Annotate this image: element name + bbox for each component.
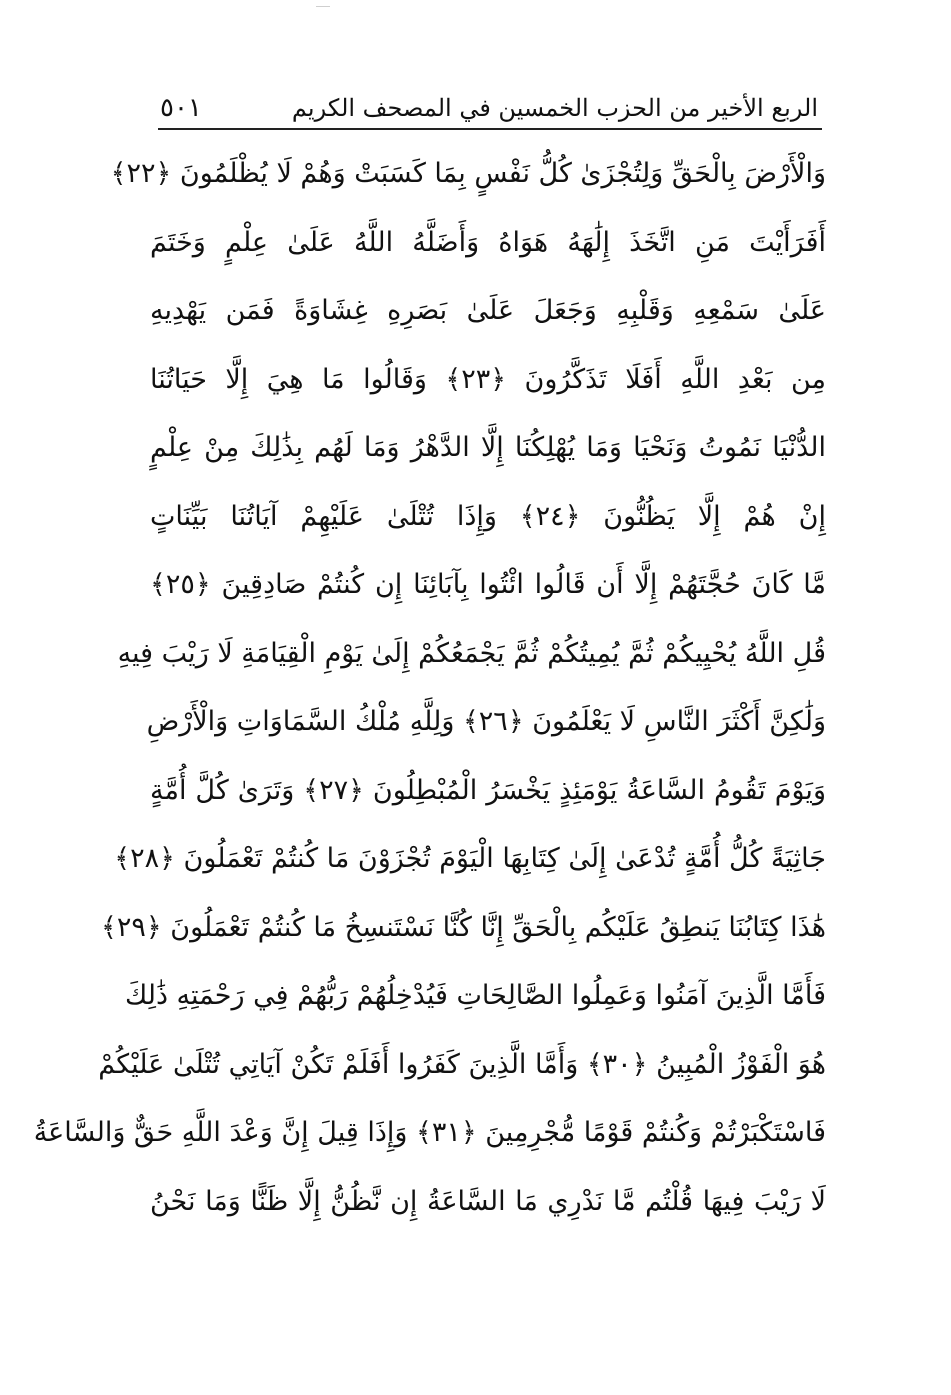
text-line [110, 140, 826, 209]
text-line [150, 346, 826, 415]
scan-mark [316, 6, 330, 7]
text-line [101, 894, 826, 963]
text-line [117, 620, 826, 689]
text-line [114, 825, 826, 894]
text-line [150, 483, 826, 552]
text-line [150, 551, 826, 620]
line-6: إِنْ هُمْ إِلَّا يَظُنُّونَ ﴿٢٤﴾ وَإِذَا تُتْلَىٰ عَلَيْهِمْ آيَاتُنَا بَيِّنَاتٍ [150, 500, 826, 532]
quran-text-block [33, 140, 826, 1236]
line-4: مِن بَعْدِ اللَّهِ أَفَلَا تَذَكَّرُونَ ﴿٢٣﴾ وَقَالُوا مَا هِيَ إِلَّا حَيَاتُنَا [150, 363, 826, 395]
line-13: فَأَمَّا الَّذِينَ آمَنُوا وَعَمِلُوا الصَّالِحَاتِ فَيُدْخِلُهُمْ رَبُّهُمْ فِي رَحْمَتِهِ ذَٰلِكَ [124, 980, 826, 1012]
text-line [150, 209, 826, 278]
line-11: جَاثِيَةً كُلُّ أُمَّةٍ تُدْعَىٰ إِلَىٰ كِتَابِهَا الْيَوْمَ تُجْزَوْنَ مَا كُنتُمْ تَعْمَلُونَ ﴿٢٨﴾ [114, 843, 826, 875]
page-number: ٥٠١ [160, 93, 202, 123]
text-line [150, 757, 826, 826]
line-10: وَيَوْمَ تَقُومُ السَّاعَةُ يَوْمَئِذٍ يَخْسَرُ الْمُبْطِلُونَ ﴿٢٧﴾ وَتَرَىٰ كُلَّ أُمَّةٍ [150, 774, 826, 806]
line-7: مَّا كَانَ حُجَّتَهُمْ إِلَّا أَن قَالُوا ائْتُوا بِآبَائِنَا إِن كُنتُمْ صَادِقِينَ ﴿٢٥﴾ [150, 569, 826, 601]
page-header [158, 92, 818, 130]
line-5: الدُّنْيَا نَمُوتُ وَنَحْيَا وَمَا يُهْلِكُنَا إِلَّا الدَّهْرُ وَمَا لَهُم بِذَٰلِكَ مِنْ عِلْمٍ [150, 432, 826, 464]
text-line [33, 1099, 826, 1168]
line-2: أَفَرَأَيْتَ مَنِ اتَّخَذَ إِلَٰهَهُ هَوَاهُ وَأَضَلَّهُ اللَّهُ عَلَىٰ عِلْمٍ وَخَتَمَ [150, 226, 826, 258]
text-line [98, 1031, 826, 1100]
text-line [124, 962, 826, 1031]
line-15: فَاسْتَكْبَرْتُمْ وَكُنتُمْ قَوْمًا مُّجْرِمِينَ ﴿٣١﴾ وَإِذَا قِيلَ إِنَّ وَعْدَ اللَّهِ حَقٌّ وَالسَّاعَةُ [33, 1117, 826, 1149]
running-title: الربع الأخير من الحزب الخمسين في المصحف الكريم [291, 94, 818, 122]
text-line [146, 688, 826, 757]
line-12: هَٰذَا كِتَابُنَا يَنطِقُ عَلَيْكُم بِالْحَقِّ إِنَّا كُنَّا نَسْتَنسِخُ مَا كُنتُمْ تَعْمَلُونَ ﴿٢٩﴾ [101, 911, 826, 943]
header-divider [158, 128, 822, 130]
text-line [150, 414, 826, 483]
text-line [150, 277, 826, 346]
line-3: عَلَىٰ سَمْعِهِ وَقَلْبِهِ وَجَعَلَ عَلَىٰ بَصَرِهِ غِشَاوَةً فَمَن يَهْدِيهِ [150, 295, 826, 327]
line-16: لَا رَيْبَ فِيهَا قُلْتُم مَّا نَدْرِي مَا السَّاعَةُ إِن نَّظُنُّ إِلَّا ظَنًّا وَمَا نَحْنُ [150, 1185, 826, 1217]
text-line [150, 1168, 826, 1237]
line-8: قُلِ اللَّهُ يُحْيِيكُمْ ثُمَّ يُمِيتُكُمْ ثُمَّ يَجْمَعُكُمْ إِلَىٰ يَوْمِ الْقِيَامَةِ لَا رَيْبَ فِيهِ [117, 637, 826, 669]
line-14: هُوَ الْفَوْزُ الْمُبِينُ ﴿٣٠﴾ وَأَمَّا الَّذِينَ كَفَرُوا أَفَلَمْ تَكُنْ آيَاتِي تُتْلَىٰ عَلَيْكُمْ [98, 1048, 826, 1080]
line-9: وَلَٰكِنَّ أَكْثَرَ النَّاسِ لَا يَعْلَمُونَ ﴿٢٦﴾ وَلِلَّهِ مُلْكُ السَّمَاوَاتِ وَالْأَرْضِ [146, 706, 826, 738]
line-1: وَالْأَرْضَ بِالْحَقِّ وَلِتُجْزَىٰ كُلُّ نَفْسٍ بِمَا كَسَبَتْ وَهُمْ لَا يُظْلَمُونَ ﴿٢٢﴾ [110, 158, 826, 190]
